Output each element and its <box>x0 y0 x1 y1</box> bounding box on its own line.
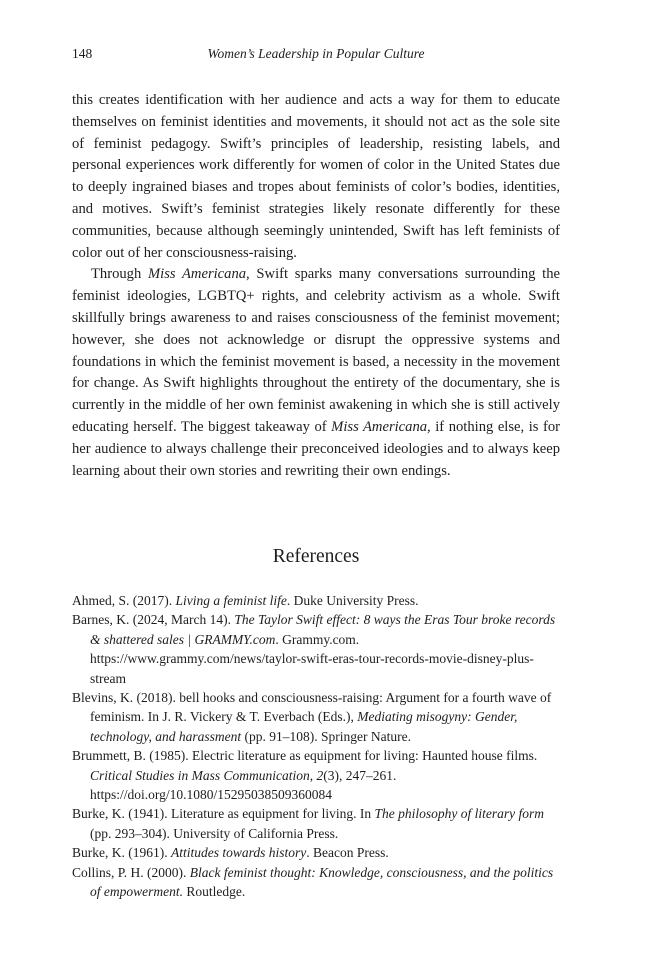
reference-text: Blevins, K. (2018). bell hooks and consciousness-raising: Argument for a fourth wave of feminism. In J. R. Vickery & T. Everbach (Eds.), <box>72 690 552 725</box>
reference-title: The Taylor Swift effect: 8 ways the Eras Tour broke records & shattered sales | GRAMMY.com <box>90 612 556 647</box>
body-text <box>72 90 560 482</box>
reference-text: Barnes, K. (2024, March 14). <box>72 612 235 628</box>
reference-text: . Beacon Press. <box>306 845 389 861</box>
reference-entry <box>72 863 560 902</box>
references-heading: References <box>272 546 360 567</box>
reference-title: Black feminist thought: Knowledge, consciousness, and the politics of empowerment. <box>90 864 554 900</box>
reference-volume: 2 <box>316 767 324 783</box>
paragraph-1: this creates identification with her audience and acts a way for them to educate themselves on feminist identities and movements, it should not act as the sole site of feminist pedagogy. Swift’s principles of leadership, resisting labels, and personal experiences work differently for women of color in the United States due to deeply ingrained biases and tropes about feminists of color’s bodies, identities, and motives. Swift’s feminist strategies likely resonate differently for these communities, because although seemingly unintended, Swift has left feminists of color out of her consciousness-raising. <box>72 92 560 261</box>
reference-text: Collins, P. H. (2000). <box>72 864 190 880</box>
reference-list <box>72 591 560 902</box>
reference-text: Burke, K. (1961). <box>72 845 171 861</box>
reference-entry <box>72 746 560 804</box>
reference-entry <box>72 610 560 688</box>
reference-title: Mediating misogyny: Gender, technology, and harassment <box>90 709 518 744</box>
reference-entry <box>72 804 560 843</box>
paragraph-2 <box>72 264 560 482</box>
reference-text: Routledge. <box>182 884 246 900</box>
page-number: 148 <box>72 46 93 61</box>
reference-title: Living a feminist life <box>175 593 287 608</box>
running-head <box>72 46 560 66</box>
reference-text: . Duke University Press. <box>286 593 419 608</box>
reference-text: (3), 247–261. https://doi.org/10.1080/15295038509360084 <box>90 767 397 803</box>
reference-text: Burke, K. (1941). Literature as equipment for living. In <box>72 806 375 822</box>
reference-entry <box>72 591 560 610</box>
reference-entry <box>72 843 560 862</box>
reference-text: (pp. 91–108). Springer Nature. <box>241 728 411 744</box>
paragraph-2-text: if nothing else, is for her audience to always challenge their preconceived ideologies and to always keep learning about their own stories and rewriting their own endings. <box>72 418 561 479</box>
paragraph-2-text: Through <box>91 266 148 283</box>
reference-title: The philosophy of literary form <box>374 806 545 822</box>
film-title: Miss Americana, <box>331 418 431 435</box>
reference-text: . Grammy.com. https://www.grammy.com/news/taylor-swift-eras-tour-records-movie-disney-plus-stream <box>90 631 534 686</box>
reference-entry <box>72 688 560 746</box>
running-title: Women’s Leadership in Popular Culture <box>207 46 425 61</box>
reference-title: Critical Studies in Mass Communication <box>90 767 310 783</box>
reference-text: (pp. 293–304). University of California Press. <box>90 825 339 841</box>
paragraph-2-text: Swift sparks many conversations surrounding the feminist ideologies, LGBTQ+ rights, and celebrity activism as a whole. Swift skillfully brings awareness to and raises consciousness of the feminist movement; however, she does not acknowledge or disrupt the oppressive systems and foundations in which the feminist movement is based, a necessity in the movement for change. As Swift highlights throughout the entirety of the documentary, she is currently in the middle of her own feminist awakening in which she is still actively educating herself. The biggest takeaway of <box>72 266 560 435</box>
reference-text: , <box>309 767 317 783</box>
reference-text: Brummett, B. (1985). Electric literature as equipment for living: Haunted house films. <box>72 748 538 764</box>
reference-title: Attitudes towards history <box>170 845 307 861</box>
reference-text: Ahmed, S. (2017). <box>72 593 176 608</box>
film-title: Miss Americana, <box>147 266 250 283</box>
